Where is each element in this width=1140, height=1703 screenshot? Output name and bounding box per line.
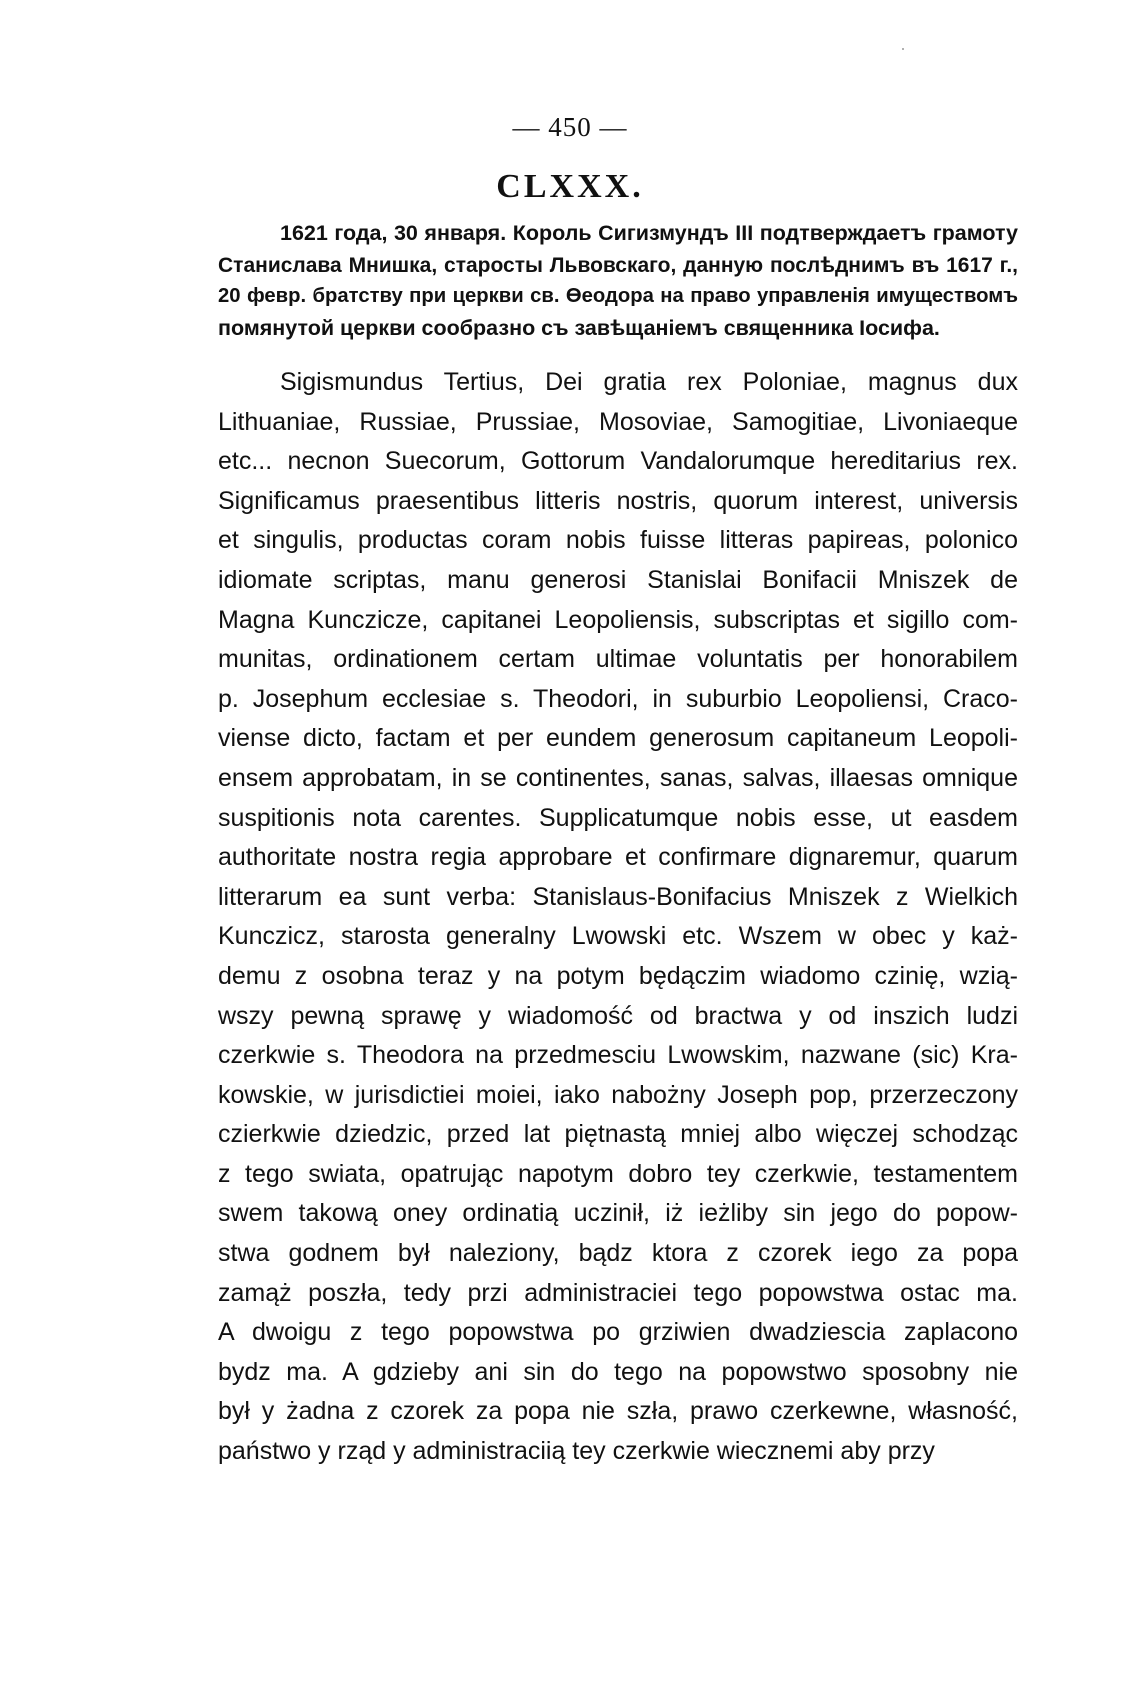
- scan-speck: [902, 48, 904, 50]
- body-line: czerkwie s. Theodora na przedmesciu Lwowskim, nazwane (sic) Kra-: [218, 1041, 1018, 1070]
- body-line: Lithuaniae, Russiae, Prussiae, Mosoviae, Samogitiae, Livoniaeque: [218, 407, 1018, 436]
- summary-line: Станислава Мнишка, старосты Львовскаго, данную послѣднимъ въ 1617 г.,: [218, 253, 1018, 277]
- summary-line: 20 февр. братству при церкви св. Өеодора на право управленія имуществомъ: [218, 285, 1018, 307]
- body-line: Significamus praesentibus litteris nostris, quorum interest, universis: [218, 486, 1018, 515]
- body-line: bydz ma. A gdzieby ani sin do tego na popowstwo sposobny nie: [218, 1357, 1018, 1386]
- body-line: etc... necnon Suecorum, Gottorum Vandalorumque hereditarius rex.: [218, 447, 1018, 476]
- body-line: A dwoigu z tego popowstwa po grziwien dwadziescia zaplacono: [218, 1318, 1018, 1347]
- body-line: litterarum ea sunt verba: Stanislaus-Bonifacius Mniszek z Wielkich: [218, 882, 1018, 911]
- body-line: Kunczicz, starosta generalny Lwowski etc. Wszem w obec y każ-: [218, 922, 1018, 951]
- body-line: demu z osobna teraz y na potym będączim wiadomo czinię, wzią-: [218, 961, 1018, 990]
- body-line: et singulis, productas coram nobis fuisse litteras papireas, polonico: [218, 526, 1018, 555]
- body-line: viense dicto, factam et per eundem generosum capitaneum Leopoli-: [218, 724, 1018, 753]
- summary-line: 1621 года, 30 января. Король Сигизмундъ III подтверждаетъ грамоту: [280, 221, 1018, 245]
- body-line: był y żadna z czorek za popa nie szła, prawo czerkewne, własność,: [218, 1397, 1018, 1426]
- body-line: stwa godnem był naleziony, bądz ktora z czorek iego za popa: [218, 1239, 1018, 1268]
- body-line: wszy pewną sprawę y wiadomość od bractwa y od inszich ludzi: [218, 1001, 1018, 1030]
- body-line: zamąż poszła, tedy przi administraciei tego popowstwa ostac ma.: [218, 1278, 1018, 1307]
- body-line: ensem approbatam, in se continentes, sanas, salvas, illaesas omnique: [218, 763, 1018, 792]
- summary-line: помянутой церкви сообразно съ завѣщаніемъ священника Іосифа.: [218, 315, 940, 340]
- body-line: munitas, ordinationem certam ultimae voluntatis per honorabilem: [218, 645, 1018, 674]
- body-line: kowskie, w jurisdictiei moiei, iako nabożny Joseph pop, przerzeczony: [218, 1080, 1018, 1109]
- body-line: Magna Kunczicze, capitanei Leopoliensis, subscriptas et sigillo com-: [218, 605, 1018, 634]
- body-line: państwo y rząd y administraciią tey czerkwie wiecznemi aby przy: [218, 1437, 935, 1466]
- body-line: authoritate nostra regia approbare et confirmare dignaremur, quarum: [218, 843, 1018, 872]
- document-summary: [218, 218, 1018, 344]
- document-number-heading: CLXXX.: [496, 168, 644, 205]
- body-line: p. Josephum ecclesiae s. Theodori, in suburbio Leopoliensi, Craco-: [218, 684, 1018, 713]
- body-line: idiomate scriptas, manu generosi Stanislai Bonifacii Mniszek de: [218, 565, 1018, 594]
- document-body: [218, 363, 1018, 1472]
- body-line: z tego swiata, opatrując napotym dobro tey czerkwie, testamentem: [218, 1159, 1018, 1188]
- body-line: czierkwie dziedzic, przed lat piętnastą mniej albo więczej schodząc: [218, 1120, 1018, 1149]
- body-line: Sigismundus Tertius, Dei gratia rex Poloniae, magnus dux: [280, 368, 1018, 396]
- page-number: — 450 —: [512, 112, 628, 142]
- body-line: suspitionis nota carentes. Supplicatumque nobis esse, ut easdem: [218, 803, 1018, 832]
- body-line: swem takową oney ordinatią uczinił, iż ieżliby sin jego do popow-: [218, 1199, 1018, 1228]
